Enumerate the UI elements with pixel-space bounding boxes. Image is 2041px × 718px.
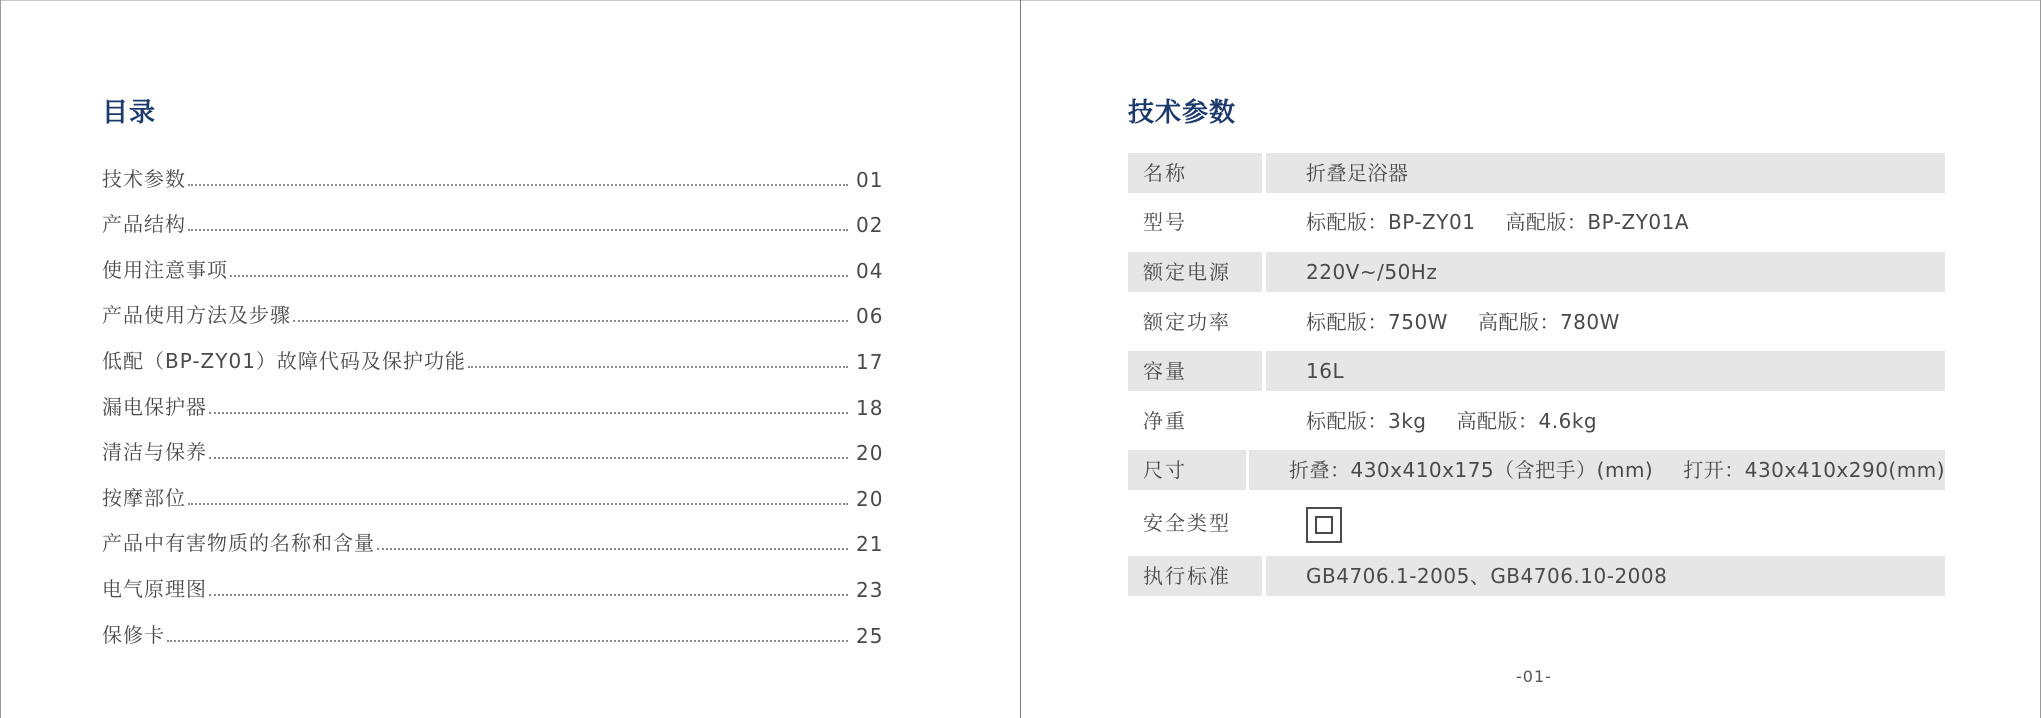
spec-value-part: 折叠：430x410x175（含把手）(mm) — [1288, 458, 1654, 483]
toc-entry[interactable] — [102, 511, 882, 557]
toc-title: 目录 — [102, 98, 157, 128]
toc-entry-page: 21 — [856, 532, 884, 557]
toc-entry-label: 保修卡 — [102, 622, 165, 647]
page-number: -01- — [1516, 667, 1552, 686]
toc-entry-label: 电气原理图 — [102, 576, 207, 601]
toc-entry-label: 产品使用方法及步骤 — [102, 303, 291, 328]
spec-value — [1249, 450, 1945, 490]
toc-dot-leader — [209, 456, 848, 459]
spec-row — [1128, 148, 1945, 198]
toc-dot-leader — [167, 639, 848, 642]
spec-row — [1128, 198, 1945, 248]
toc-entry-page: 20 — [856, 486, 884, 511]
toc-entry-page: 06 — [856, 304, 884, 329]
toc-entry-page: 25 — [856, 623, 884, 648]
toc-dot-leader — [209, 593, 848, 596]
spec-value-part: GB4706.1-2005、GB4706.10-2008 — [1306, 563, 1668, 588]
toc-entry[interactable] — [102, 237, 882, 283]
toc-dot-leader — [293, 319, 848, 322]
toc-entry-label: 按摩部位 — [102, 485, 186, 510]
toc-entry[interactable] — [102, 556, 882, 602]
spec-value-part: 标配版：3kg — [1306, 408, 1427, 433]
toc-entry-page: 04 — [856, 258, 884, 283]
book-spine-divider — [1020, 0, 1021, 718]
toc-dot-leader — [230, 274, 848, 277]
spec-row — [1128, 247, 1945, 297]
toc-entry-label: 清洁与保养 — [102, 440, 207, 465]
toc-entry-label: 低配（BP-ZY01）故障代码及保护功能 — [102, 348, 466, 373]
toc-entry-page: 17 — [856, 349, 884, 374]
spec-key: 额定功率 — [1143, 309, 1231, 334]
spec-value-part: 220V~/50Hz — [1306, 259, 1438, 284]
spec-key: 安全类型 — [1143, 511, 1231, 536]
left-page-edge — [0, 0, 1, 718]
toc-entry[interactable] — [102, 602, 882, 648]
spec-row — [1128, 495, 1945, 551]
spec-key: 尺寸 — [1128, 450, 1246, 490]
toc-dot-leader — [188, 228, 848, 231]
toc-entry-label: 使用注意事项 — [102, 257, 228, 282]
spec-value-part: 折叠足浴器 — [1306, 160, 1409, 185]
toc-entry[interactable] — [102, 283, 882, 329]
toc-entry[interactable] — [102, 328, 882, 374]
toc-entry-page: 01 — [856, 167, 884, 192]
spec-value-part: 标配版：BP-ZY01 — [1306, 210, 1476, 235]
toc-dot-leader — [377, 547, 848, 550]
toc-entry[interactable] — [102, 420, 882, 466]
toc-entry[interactable] — [102, 192, 882, 238]
toc-dot-leader — [468, 365, 848, 368]
toc-entry[interactable] — [102, 374, 882, 420]
spec-row — [1128, 297, 1945, 347]
spec-row — [1128, 396, 1945, 446]
spec-title: 技术参数 — [1128, 98, 1237, 128]
spec-key: 额定电源 — [1128, 252, 1262, 292]
spec-value — [1266, 302, 1945, 342]
toc-entry-label: 漏电保护器 — [102, 394, 207, 419]
spec-key: 型号 — [1143, 210, 1187, 235]
spec-value-part: 16L — [1306, 359, 1345, 384]
spec-row — [1128, 446, 1945, 496]
toc-entry-label: 产品结构 — [102, 212, 186, 237]
spec-value-part: 高配版：4.6kg — [1456, 408, 1598, 433]
spec-value-part: 标配版：750W — [1306, 309, 1448, 334]
spec-key: 净重 — [1143, 408, 1187, 433]
spec-value — [1266, 351, 1945, 391]
table-of-contents — [102, 146, 882, 648]
spec-value-part: 打开：430x410x290(mm) — [1683, 458, 1945, 483]
spec-row — [1128, 346, 1945, 396]
spec-value — [1266, 153, 1945, 193]
spec-table — [1128, 148, 1945, 601]
class-ii-double-insulation-icon — [1306, 507, 1342, 543]
toc-entry-label: 产品中有害物质的名称和含量 — [102, 531, 375, 556]
toc-entry-page: 23 — [856, 577, 884, 602]
spec-key: 容量 — [1128, 351, 1262, 391]
toc-dot-leader — [188, 183, 848, 186]
toc-dot-leader — [209, 411, 848, 414]
spec-value — [1266, 202, 1945, 242]
spec-value-part: 高配版：BP-ZY01A — [1505, 210, 1690, 235]
spec-key: 执行标准 — [1128, 556, 1262, 596]
toc-entry-page: 18 — [856, 395, 884, 420]
spec-value — [1266, 401, 1945, 441]
spec-value — [1266, 498, 1945, 548]
toc-entry-page: 02 — [856, 213, 884, 238]
toc-entry-page: 20 — [856, 441, 884, 466]
spec-row — [1128, 551, 1945, 601]
spec-value — [1266, 556, 1945, 596]
spec-key: 名称 — [1128, 153, 1262, 193]
toc-dot-leader — [188, 502, 848, 505]
toc-entry-label: 技术参数 — [102, 166, 186, 191]
spec-value-part: 高配版：780W — [1477, 309, 1620, 334]
toc-entry[interactable] — [102, 465, 882, 511]
toc-entry[interactable] — [102, 146, 882, 192]
spec-value — [1266, 252, 1945, 292]
